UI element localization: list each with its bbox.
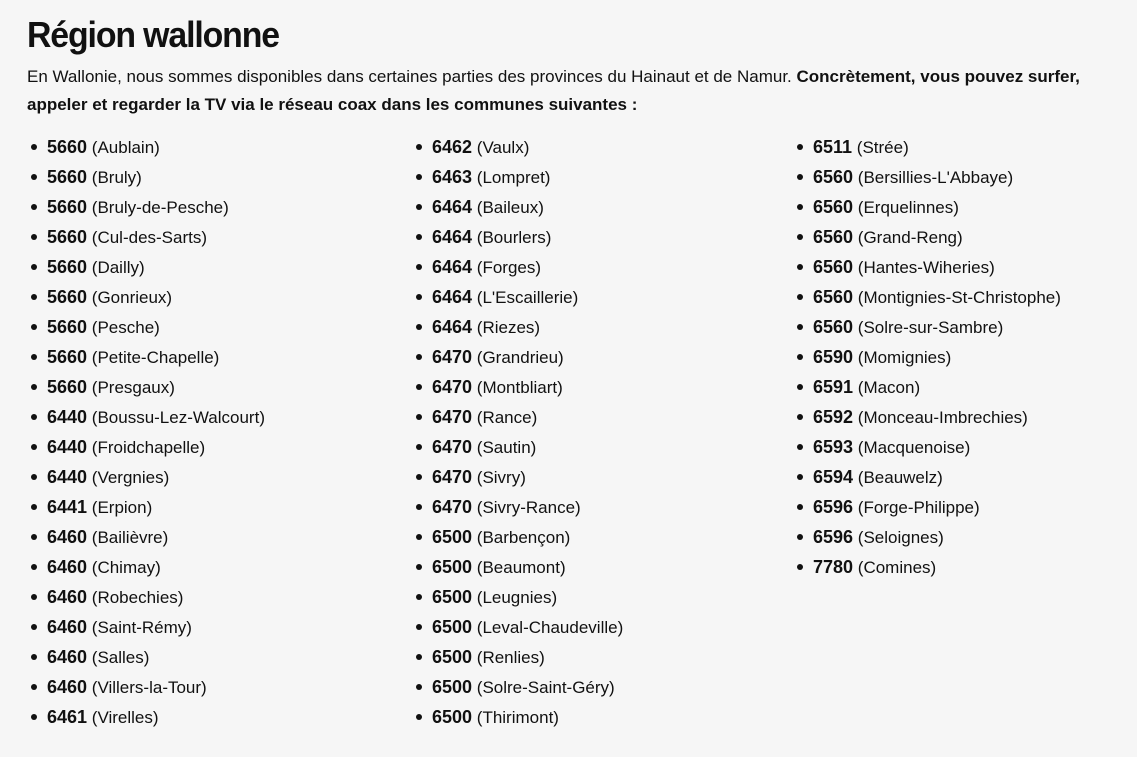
- postal-code: 6596: [813, 497, 854, 517]
- town-name: (Macquenoise): [857, 438, 971, 457]
- list-item: [412, 252, 623, 282]
- town-name: (Erpion): [91, 498, 153, 517]
- list-item: [793, 252, 1061, 282]
- list-item: [27, 672, 265, 702]
- postal-code: 6464: [432, 317, 473, 337]
- intro-bold-text: Concrètement, vous pouvez surfer, appeler et regarder la TV via le réseau coax dans les communes suivantes :: [27, 67, 1080, 114]
- town-name: (Bourlers): [476, 228, 552, 247]
- postal-code: 6560: [813, 167, 854, 187]
- town-name: (Barbençon): [476, 528, 571, 547]
- postal-code-list-column-3: [793, 132, 1061, 582]
- list-item: [793, 282, 1061, 312]
- postal-code: 6470: [432, 497, 473, 517]
- town-name: (Momignies): [857, 348, 952, 367]
- list-item: [412, 282, 623, 312]
- postal-code: 6462: [432, 137, 473, 157]
- town-name: (Comines): [857, 558, 937, 577]
- list-item: [27, 342, 265, 372]
- postal-code: 5660: [47, 347, 88, 367]
- postal-code: 6470: [432, 377, 473, 397]
- postal-code: 6560: [813, 227, 854, 247]
- bullet-icon: [416, 144, 422, 150]
- bullet-icon: [416, 444, 422, 450]
- list-item: [412, 522, 623, 552]
- town-name: (Bruly-de-Pesche): [91, 198, 229, 217]
- postal-code: 6460: [47, 647, 88, 667]
- postal-code: 6591: [813, 377, 854, 397]
- town-name: (Saint-Rémy): [91, 618, 192, 637]
- list-item: [412, 162, 623, 192]
- town-name: (Presgaux): [91, 378, 175, 397]
- town-name: (Baileux): [476, 198, 544, 217]
- postal-code: 7780: [813, 557, 854, 577]
- postal-code: 6592: [813, 407, 854, 427]
- postal-code: 6560: [813, 257, 854, 277]
- bullet-icon: [31, 714, 37, 720]
- town-name: (Monceau-Imbrechies): [857, 408, 1028, 427]
- bullet-icon: [797, 444, 803, 450]
- bullet-icon: [31, 144, 37, 150]
- town-name: (Robechies): [91, 588, 184, 607]
- postal-code: 6500: [432, 647, 473, 667]
- postal-code: 5660: [47, 377, 88, 397]
- list-item: [793, 132, 1061, 162]
- list-item: [27, 702, 265, 732]
- bullet-icon: [31, 234, 37, 240]
- bullet-icon: [416, 174, 422, 180]
- page-content: [27, 14, 1117, 727]
- bullet-icon: [31, 264, 37, 270]
- town-name: (Villers-la-Tour): [91, 678, 207, 697]
- postal-code: 6500: [432, 587, 473, 607]
- list-item: [27, 282, 265, 312]
- postal-code: 6560: [813, 287, 854, 307]
- postal-code: 5660: [47, 287, 88, 307]
- bullet-icon: [797, 264, 803, 270]
- town-name: (Froidchapelle): [91, 438, 206, 457]
- town-name: (Riezes): [476, 318, 541, 337]
- town-name: (Dailly): [91, 258, 145, 277]
- bullet-icon: [31, 204, 37, 210]
- postal-code: 5660: [47, 257, 88, 277]
- postal-code: 6464: [432, 197, 473, 217]
- postal-code: 6590: [813, 347, 854, 367]
- bullet-icon: [31, 654, 37, 660]
- postal-code-list-column-2: [412, 132, 623, 732]
- town-name: (Cul-des-Sarts): [91, 228, 208, 247]
- list-item: [412, 462, 623, 492]
- list-item: [27, 192, 265, 222]
- bullet-icon: [31, 384, 37, 390]
- town-name: (Vergnies): [91, 468, 170, 487]
- postal-code: 6440: [47, 437, 88, 457]
- town-name: (Forge-Philippe): [857, 498, 980, 517]
- town-name: (Seloignes): [857, 528, 944, 547]
- town-name: (Bruly): [91, 168, 142, 187]
- postal-code: 6460: [47, 557, 88, 577]
- bullet-icon: [797, 294, 803, 300]
- town-name: (Beaumont): [476, 558, 566, 577]
- town-name: (Leugnies): [476, 588, 558, 607]
- bullet-icon: [797, 564, 803, 570]
- postal-code: 6470: [432, 347, 473, 367]
- bullet-icon: [416, 204, 422, 210]
- bullet-icon: [31, 624, 37, 630]
- list-item: [27, 432, 265, 462]
- town-name: (Chimay): [91, 558, 161, 577]
- bullet-icon: [416, 684, 422, 690]
- bullet-icon: [797, 204, 803, 210]
- postal-code: 5660: [47, 227, 88, 247]
- bullet-icon: [31, 414, 37, 420]
- bullet-icon: [797, 144, 803, 150]
- postal-code: 5660: [47, 137, 88, 157]
- town-name: (Grand-Reng): [857, 228, 963, 247]
- list-item: [793, 492, 1061, 522]
- list-item: [412, 192, 623, 222]
- town-name: (Bersillies-L'Abbaye): [857, 168, 1014, 187]
- list-item: [412, 312, 623, 342]
- list-item: [793, 312, 1061, 342]
- list-item: [27, 462, 265, 492]
- bullet-icon: [31, 594, 37, 600]
- postal-code: 6500: [432, 707, 473, 727]
- list-item: [412, 432, 623, 462]
- postal-code: 6461: [47, 707, 88, 727]
- postal-code: 6500: [432, 527, 473, 547]
- bullet-icon: [416, 594, 422, 600]
- bullet-icon: [31, 534, 37, 540]
- list-item: [27, 312, 265, 342]
- list-item: [27, 402, 265, 432]
- bullet-icon: [416, 654, 422, 660]
- list-item: [793, 462, 1061, 492]
- bullet-icon: [416, 414, 422, 420]
- postal-code: 6596: [813, 527, 854, 547]
- list-item: [412, 642, 623, 672]
- town-name: (Macon): [857, 378, 921, 397]
- list-item: [412, 552, 623, 582]
- list-item: [27, 642, 265, 672]
- town-name: (Sivry-Rance): [476, 498, 581, 517]
- bullet-icon: [797, 384, 803, 390]
- bullet-icon: [416, 384, 422, 390]
- postal-code: 6560: [813, 197, 854, 217]
- postal-code: 6460: [47, 677, 88, 697]
- town-name: (Beauwelz): [857, 468, 943, 487]
- list-item: [27, 162, 265, 192]
- postal-code: 6511: [813, 137, 853, 157]
- list-item: [412, 582, 623, 612]
- town-name: (Hantes-Wiheries): [857, 258, 995, 277]
- list-item: [412, 132, 623, 162]
- postal-code-list-column-1: [27, 132, 265, 732]
- bullet-icon: [797, 354, 803, 360]
- list-item: [793, 372, 1061, 402]
- list-item: [27, 552, 265, 582]
- list-item: [412, 612, 623, 642]
- list-item: [412, 222, 623, 252]
- list-item: [793, 432, 1061, 462]
- list-item: [412, 372, 623, 402]
- postal-code: 6593: [813, 437, 854, 457]
- bullet-icon: [31, 324, 37, 330]
- town-name: (Lompret): [476, 168, 551, 187]
- list-item: [793, 222, 1061, 252]
- town-name: (Forges): [476, 258, 542, 277]
- postal-code: 6500: [432, 677, 473, 697]
- postal-code: 6440: [47, 407, 88, 427]
- town-name: (Montignies-St-Christophe): [857, 288, 1061, 307]
- list-item: [793, 552, 1061, 582]
- town-name: (Virelles): [91, 708, 159, 727]
- bullet-icon: [31, 294, 37, 300]
- postal-code: 5660: [47, 317, 88, 337]
- list-item: [793, 342, 1061, 372]
- bullet-icon: [797, 534, 803, 540]
- list-item: [27, 132, 265, 162]
- postal-code: 6470: [432, 407, 473, 427]
- bullet-icon: [797, 414, 803, 420]
- bullet-icon: [31, 564, 37, 570]
- town-name: (Bailièvre): [91, 528, 169, 547]
- list-item: [412, 702, 623, 732]
- postal-code: 6460: [47, 617, 88, 637]
- town-name: (Sivry): [476, 468, 526, 487]
- bullet-icon: [797, 474, 803, 480]
- list-item: [793, 192, 1061, 222]
- postal-code: 6594: [813, 467, 854, 487]
- bullet-icon: [797, 174, 803, 180]
- list-item: [27, 372, 265, 402]
- list-item: [793, 162, 1061, 192]
- postal-code: 6500: [432, 557, 473, 577]
- list-item: [793, 402, 1061, 432]
- town-name: (Leval-Chaudeville): [476, 618, 624, 637]
- bullet-icon: [416, 324, 422, 330]
- town-name: (Aublain): [91, 138, 160, 157]
- town-name: (Petite-Chapelle): [91, 348, 220, 367]
- town-name: (Gonrieux): [91, 288, 173, 307]
- bullet-icon: [416, 504, 422, 510]
- town-name: (Solre-Saint-Géry): [476, 678, 615, 697]
- postal-code: 5660: [47, 167, 88, 187]
- postal-code: 6470: [432, 437, 473, 457]
- bullet-icon: [416, 714, 422, 720]
- list-item: [412, 342, 623, 372]
- list-item: [27, 522, 265, 552]
- bullet-icon: [31, 474, 37, 480]
- bullet-icon: [416, 234, 422, 240]
- town-name: (Rance): [476, 408, 538, 427]
- town-name: (Boussu-Lez-Walcourt): [91, 408, 265, 427]
- postal-code: 6441: [47, 497, 88, 517]
- postal-code: 6464: [432, 287, 473, 307]
- postal-code: 6464: [432, 257, 473, 277]
- bullet-icon: [416, 294, 422, 300]
- bullet-icon: [416, 534, 422, 540]
- intro-text: En Wallonie, nous sommes disponibles dans certaines parties des provinces du Hainaut et de Namur.: [27, 67, 797, 86]
- bullet-icon: [31, 174, 37, 180]
- bullet-icon: [31, 444, 37, 450]
- list-item: [27, 222, 265, 252]
- bullet-icon: [31, 504, 37, 510]
- postal-code: 6500: [432, 617, 473, 637]
- town-name: (Erquelinnes): [857, 198, 959, 217]
- town-name: (Sautin): [476, 438, 537, 457]
- bullet-icon: [797, 504, 803, 510]
- list-item: [27, 582, 265, 612]
- town-name: (Salles): [91, 648, 150, 667]
- postal-code: 6464: [432, 227, 473, 247]
- intro-paragraph: [27, 63, 1112, 119]
- postal-code: 6560: [813, 317, 854, 337]
- postal-code: 6460: [47, 527, 88, 547]
- postal-code: 6470: [432, 467, 473, 487]
- town-name: (L'Escaillerie): [476, 288, 579, 307]
- list-item: [27, 252, 265, 282]
- bullet-icon: [416, 564, 422, 570]
- town-name: (Montbliart): [476, 378, 563, 397]
- bullet-icon: [31, 354, 37, 360]
- list-item: [27, 492, 265, 522]
- bullet-icon: [416, 264, 422, 270]
- town-name: (Vaulx): [476, 138, 530, 157]
- page-title: Région wallonne: [27, 14, 279, 55]
- postal-code: 6463: [432, 167, 473, 187]
- list-item: [412, 672, 623, 702]
- town-name: (Renlies): [476, 648, 545, 667]
- postal-code: 6460: [47, 587, 88, 607]
- list-item: [793, 522, 1061, 552]
- bullet-icon: [797, 324, 803, 330]
- town-name: (Grandrieu): [476, 348, 564, 367]
- postal-code: 6440: [47, 467, 88, 487]
- bullet-icon: [797, 234, 803, 240]
- town-name: (Thirimont): [476, 708, 559, 727]
- bullet-icon: [31, 684, 37, 690]
- bullet-icon: [416, 354, 422, 360]
- list-item: [412, 402, 623, 432]
- town-name: (Pesche): [91, 318, 160, 337]
- town-name: (Strée): [856, 138, 909, 157]
- list-item: [412, 492, 623, 522]
- postal-code: 5660: [47, 197, 88, 217]
- bullet-icon: [416, 624, 422, 630]
- town-name: (Solre-sur-Sambre): [857, 318, 1004, 337]
- bullet-icon: [416, 474, 422, 480]
- list-item: [27, 612, 265, 642]
